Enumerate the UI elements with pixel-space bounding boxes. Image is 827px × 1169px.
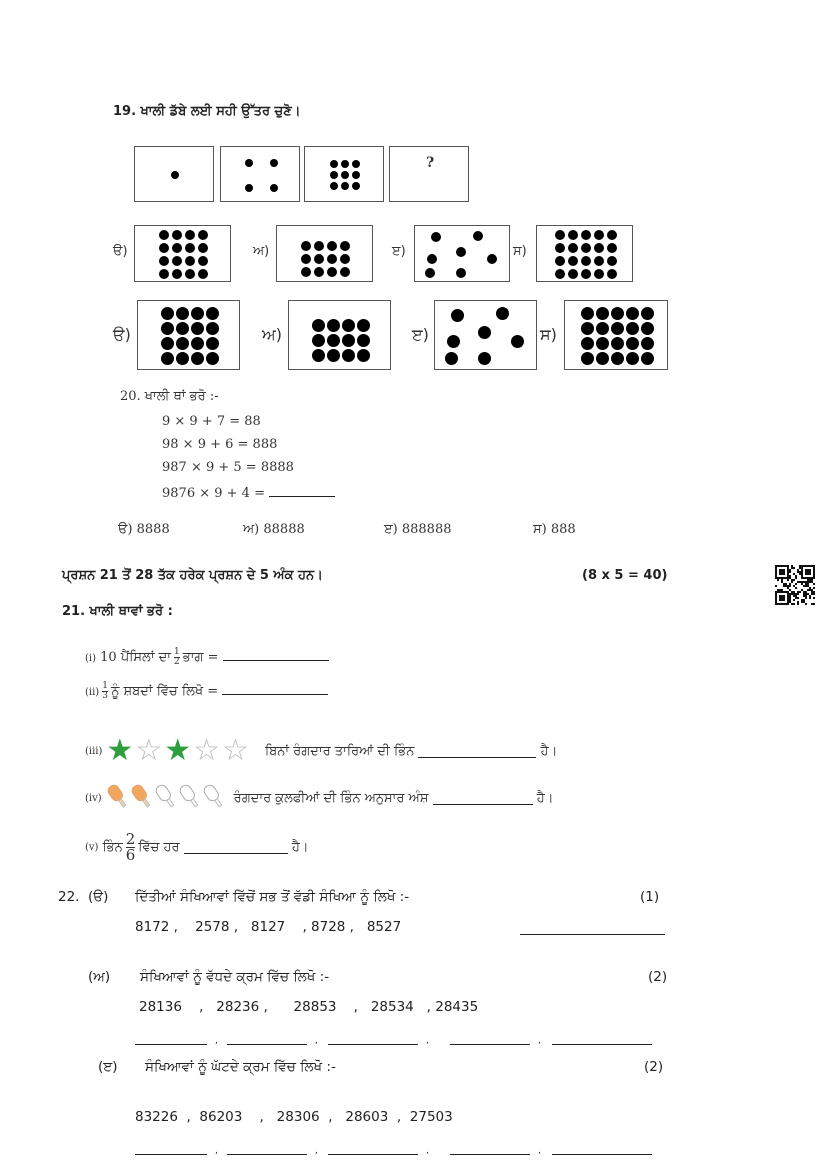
option-box	[434, 300, 537, 370]
comma: ,	[538, 1036, 541, 1046]
dot	[352, 160, 360, 168]
dot	[581, 307, 594, 320]
section-marks: (8 x 5 = 40)	[582, 568, 668, 583]
dot	[172, 243, 182, 253]
item-num: (ii)	[85, 687, 100, 698]
dot	[445, 352, 458, 365]
question-mark: ?	[426, 155, 435, 171]
dot	[568, 230, 578, 240]
dot	[330, 160, 338, 168]
comma: ,	[426, 1036, 429, 1046]
q22b-label: (ਅ)	[88, 969, 111, 985]
comma: ,	[215, 1036, 218, 1046]
text: ਨੂੰ ਸ਼ਬਦਾਂ ਵਿੱਚ ਲਿਖੋ =	[110, 684, 219, 699]
option-box	[276, 225, 373, 282]
dot	[594, 269, 604, 279]
dot	[611, 337, 624, 350]
dot	[641, 307, 654, 320]
dot	[191, 352, 204, 365]
empty-star-icon: ☆	[193, 733, 221, 768]
dot	[596, 322, 609, 335]
dot	[341, 182, 349, 190]
dot	[161, 337, 174, 350]
q20-option-c: ੲ) 888888	[384, 522, 452, 537]
icecream-figure	[106, 782, 226, 814]
dot	[176, 337, 189, 350]
dot	[568, 269, 578, 279]
answer-blank[interactable]	[418, 745, 536, 758]
denominator: 3	[102, 691, 108, 701]
dot	[596, 307, 609, 320]
q22a-marks: (1)	[640, 889, 660, 905]
dot	[607, 256, 617, 266]
dot	[607, 230, 617, 240]
text: 10 ਪੈਂਸਿਲਾਂ ਦਾ	[100, 650, 171, 665]
q19-title: 19. ਖਾਲੀ ਡੱਬੇ ਲਈ ਸਹੀ ਉੱਤਰ ਚੁਣੋ।	[113, 104, 301, 119]
stars-figure	[106, 733, 251, 768]
dot	[270, 159, 278, 167]
numerator: 2	[125, 830, 136, 848]
dot	[451, 309, 464, 322]
denominator: 6	[125, 846, 136, 864]
q20-eq-2: 98 × 9 + 6 = 888	[162, 437, 278, 452]
text: ਬਿਨਾਂ ਰੰਗਦਾਰ ਤਾਰਿਆਂ ਦੀ ਭਿੰਨ	[264, 743, 415, 759]
q21-v	[85, 832, 309, 863]
dot	[581, 322, 594, 335]
q20-option-b: ਅ) 88888	[243, 522, 305, 537]
dot	[312, 334, 325, 347]
dot	[641, 322, 654, 335]
dot	[176, 322, 189, 335]
eq-text: 9876 × 9 + 4 =	[162, 486, 270, 501]
dot	[198, 269, 208, 279]
dot	[172, 256, 182, 266]
pattern-box	[389, 146, 469, 202]
dot	[159, 230, 169, 240]
dot	[357, 334, 370, 347]
option-box	[288, 300, 391, 370]
dot	[342, 334, 355, 347]
dot	[555, 269, 565, 279]
q22b-text: ਸੰਖਿਆਵਾਂ ਨੂੰ ਵੱਧਦੇ ਕ੍ਰਮ ਵਿੱਚ ਲਿਖੋ :-	[140, 969, 330, 985]
dot	[206, 307, 219, 320]
comma: ,	[315, 1146, 318, 1156]
dot	[159, 256, 169, 266]
dot	[478, 326, 491, 339]
dot	[456, 268, 466, 278]
answer-blank[interactable]	[450, 1142, 530, 1155]
empty-icecream-icon	[178, 782, 202, 810]
numerator: 1	[102, 681, 108, 691]
dot	[607, 243, 617, 253]
empty-star-icon: ☆	[222, 733, 249, 768]
fraction	[174, 648, 180, 667]
dot	[330, 171, 338, 179]
dot	[487, 254, 497, 264]
dot	[314, 254, 324, 264]
dot	[641, 337, 654, 350]
dot	[581, 337, 594, 350]
dot	[581, 256, 591, 266]
option-label: ੳ)	[113, 243, 128, 259]
text: ਰੰਗਦਾਰ ਕੁਲਫੀਆਂ ਦੀ ਭਿੰਨ ਅਨੁਸਾਰ ਅੰਸ਼	[233, 790, 429, 806]
dot	[594, 243, 604, 253]
dot	[327, 267, 337, 277]
dot	[456, 247, 466, 257]
answer-blank[interactable]	[227, 1032, 307, 1045]
dot	[611, 352, 624, 365]
dot	[581, 243, 591, 253]
dot	[301, 241, 311, 251]
text: ਹੈ।	[540, 743, 558, 759]
dot	[447, 335, 460, 348]
dot	[611, 322, 624, 335]
dot	[191, 307, 204, 320]
dot	[340, 254, 350, 264]
dot	[555, 230, 565, 240]
q22a-numbers: 8172 , 2578 , 8127 , 8728 , 8527	[135, 919, 402, 935]
answer-blank[interactable]	[433, 792, 533, 805]
q22a-text: ਦਿੱਤੀਆਂ ਸੰਖਿਆਵਾਂ ਵਿੱਚੋਂ ਸਭ ਤੋਂ ਵੱਡੀ ਸੰਖਿਆ ਨੂੰ ਲਿਖੋ :-	[135, 889, 410, 905]
dot	[314, 241, 324, 251]
dot	[270, 184, 278, 192]
dot	[626, 307, 639, 320]
q21-ii	[85, 682, 328, 701]
dot	[473, 231, 483, 241]
dot	[159, 243, 169, 253]
dot	[327, 319, 340, 332]
q22b-marks: (2)	[648, 969, 668, 985]
comma: ,	[215, 1146, 218, 1156]
numerator: 1	[173, 647, 180, 657]
dot	[340, 267, 350, 277]
dot	[568, 256, 578, 266]
dot	[191, 322, 204, 335]
empty-icecream-icon	[202, 782, 226, 810]
answer-blank[interactable]	[135, 1032, 207, 1045]
dot	[176, 352, 189, 365]
dot	[581, 352, 594, 365]
dot	[478, 352, 491, 365]
colored-icecream-icon	[106, 782, 130, 810]
dot	[185, 230, 195, 240]
q20-eq-4	[162, 484, 335, 501]
dot	[596, 352, 609, 365]
dot	[626, 322, 639, 335]
dot	[341, 171, 349, 179]
dot	[312, 319, 325, 332]
option-box	[137, 300, 240, 370]
option-label: ਸ)	[540, 325, 557, 344]
q21-iii	[85, 733, 558, 768]
dot	[626, 337, 639, 350]
q21-i	[85, 648, 329, 667]
dot	[581, 269, 591, 279]
q22c-text: ਸੰਖਿਆਵਾਂ ਨੂੰ ਘੱਟਦੇ ਕ੍ਰਮ ਵਿੱਚ ਲਿਖੋ :-	[145, 1059, 336, 1075]
dot	[511, 335, 524, 348]
option-box	[134, 225, 231, 282]
text: ਭਿੰਨ	[102, 840, 123, 855]
dot	[206, 352, 219, 365]
dot	[327, 254, 337, 264]
dot	[594, 230, 604, 240]
dot	[581, 230, 591, 240]
dot	[206, 337, 219, 350]
option-box	[536, 225, 633, 282]
dot	[352, 182, 360, 190]
dot	[176, 307, 189, 320]
dot	[185, 256, 195, 266]
q20-eq-1: 9 × 9 + 7 = 88	[162, 414, 261, 429]
answer-blank[interactable]	[450, 1032, 530, 1045]
option-label: ੲ)	[412, 325, 429, 344]
q21-title: 21. ਖਾਲੀ ਥਾਵਾਂ ਭਰੋ :	[62, 604, 173, 619]
dot	[626, 352, 639, 365]
dot	[198, 230, 208, 240]
item-num: (i)	[85, 653, 97, 664]
option-label: ਅ)	[262, 325, 283, 344]
dot	[245, 184, 253, 192]
answer-blank[interactable]	[184, 841, 288, 854]
text: ਵਿੱਚ ਹਰ	[138, 840, 180, 855]
dot	[206, 322, 219, 335]
dot	[161, 307, 174, 320]
dot	[496, 307, 509, 320]
item-num: (iv)	[85, 792, 102, 804]
dot	[327, 349, 340, 362]
text: ਭਾਗ =	[182, 650, 219, 665]
section-instruction: ਪ੍ਰਸ਼ਨ 21 ਤੋਂ 28 ਤੱਕ ਹਰੇਕ ਪ੍ਰਸ਼ਨ ਦੇ 5 ਅੰਕ ਹਨ।	[62, 568, 323, 583]
q22-num: 22.	[58, 889, 80, 905]
answer-blank[interactable]	[328, 1142, 418, 1155]
dot	[555, 243, 565, 253]
answer-blank[interactable]	[223, 648, 329, 661]
dot	[327, 241, 337, 251]
pattern-box	[134, 146, 214, 202]
dot	[301, 254, 311, 264]
q22c-marks: (2)	[644, 1059, 664, 1075]
pattern-box	[304, 146, 384, 202]
dot	[191, 337, 204, 350]
dot	[172, 230, 182, 240]
dot	[185, 243, 195, 253]
q22c-numbers: 83226 , 86203 , 28306 , 28603 , 27503	[135, 1109, 453, 1125]
dot	[161, 322, 174, 335]
dot	[198, 243, 208, 253]
option-box	[564, 300, 668, 370]
dot	[357, 319, 370, 332]
option-box	[414, 225, 510, 282]
answer-blank[interactable]	[328, 1032, 418, 1045]
dot	[352, 171, 360, 179]
empty-star-icon: ☆	[135, 733, 163, 768]
q22b-numbers: 28136 , 28236 , 28853 , 28534 , 28435	[139, 999, 479, 1015]
dot	[596, 337, 609, 350]
q22c-label: (ੲ)	[98, 1059, 118, 1075]
dot	[172, 269, 182, 279]
dot	[314, 267, 324, 277]
dot	[425, 268, 435, 278]
comma: ,	[315, 1036, 318, 1046]
answer-blank[interactable]	[552, 1032, 652, 1045]
q21-iv	[85, 782, 553, 814]
dot	[159, 269, 169, 279]
dot	[611, 307, 624, 320]
dot	[357, 349, 370, 362]
answer-blank[interactable]	[227, 1142, 307, 1155]
dot	[641, 352, 654, 365]
dot	[427, 254, 437, 264]
filled-star-icon: ★	[164, 733, 192, 768]
filled-star-icon: ★	[106, 733, 134, 768]
dot	[594, 256, 604, 266]
item-num: (iii)	[85, 745, 103, 757]
pattern-box	[220, 146, 300, 202]
dot	[342, 349, 355, 362]
fraction	[102, 682, 108, 701]
empty-icecream-icon	[154, 782, 178, 810]
item-num: (v)	[85, 842, 99, 853]
option-label: ਅ)	[253, 243, 270, 259]
q20-option-a: ੳ) 8888	[118, 522, 170, 537]
comma: ,	[538, 1146, 541, 1156]
option-label: ੲ)	[392, 243, 406, 259]
answer-blank[interactable]	[135, 1142, 207, 1155]
q20-option-d: ਸ) 888	[533, 522, 576, 537]
colored-icecream-icon	[130, 782, 154, 810]
dot	[341, 160, 349, 168]
option-label: ਸ)	[513, 243, 527, 259]
dot	[327, 334, 340, 347]
dot	[312, 349, 325, 362]
dot	[171, 171, 179, 179]
answer-blank[interactable]	[269, 484, 335, 497]
answer-blank[interactable]	[520, 922, 665, 935]
text: ਹੈ।	[536, 790, 554, 806]
option-label: ੳ)	[113, 325, 131, 344]
dot	[161, 352, 174, 365]
answer-blank[interactable]	[222, 682, 328, 695]
q20-title: 20. ਖਾਲੀ ਥਾਂ ਭਰੋ :-	[120, 389, 219, 404]
answer-blank[interactable]	[552, 1142, 652, 1155]
denominator: 2	[173, 657, 180, 667]
dot	[301, 267, 311, 277]
text: ਹੈ।	[291, 840, 309, 855]
fraction	[126, 832, 136, 863]
dot	[607, 269, 617, 279]
qr-code	[775, 565, 815, 605]
dot	[431, 232, 441, 242]
q22a-label: (ੳ)	[88, 889, 109, 905]
dot	[198, 256, 208, 266]
dot	[555, 256, 565, 266]
dot	[342, 319, 355, 332]
dot	[568, 243, 578, 253]
dot	[245, 159, 253, 167]
dot	[330, 182, 338, 190]
comma: ,	[426, 1146, 429, 1156]
dot	[185, 269, 195, 279]
dot	[340, 241, 350, 251]
q20-eq-3: 987 × 9 + 5 = 8888	[162, 460, 294, 475]
